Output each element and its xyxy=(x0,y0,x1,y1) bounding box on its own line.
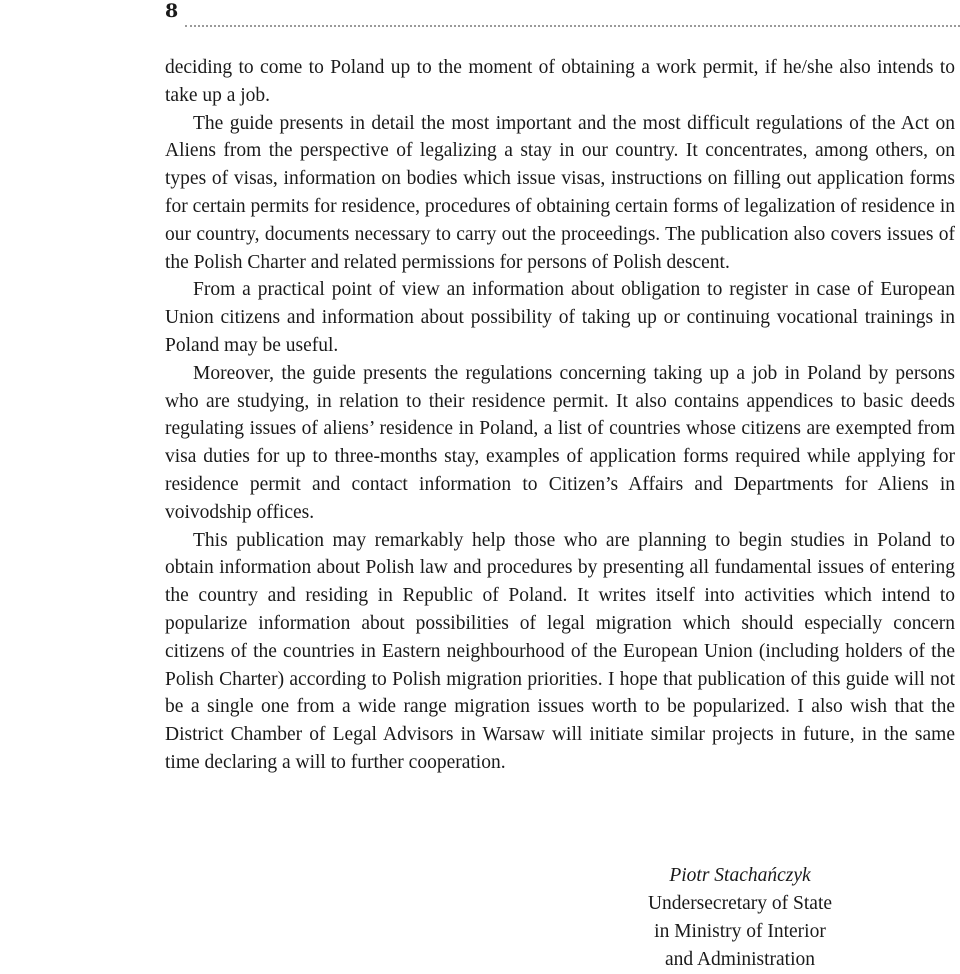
signatory-title-line-3: and Administration xyxy=(664,949,816,970)
header-dotted-rule xyxy=(185,25,960,27)
paragraph-practical-info: From a practical point of view an information about obligation to register in case of European Union citizens and information about possibility of taking up or continuing vocational trainings in Poland may be useful. xyxy=(165,279,955,356)
page-header xyxy=(0,0,960,30)
signatory-name: Piotr Stachańczyk xyxy=(669,865,811,886)
paragraph-job-regulations: Moreover, the guide presents the regulations concerning taking up a job in Poland by persons who are studying, in relation to their residence permit. It also contains appendices to basic deeds regulating issues of aliens’ residence in Poland, a list of countries whose citizens are exempted from visa duties for up to three-months stay, examples of application forms required while applying for residence permit and contact information to Citizen’s Affairs and Departments for Aliens in voivodship offices. xyxy=(165,362,955,523)
paragraph-guide-overview: The guide presents in detail the most important and the most difficult regulations of the Act on Aliens from the perspective of legalizing a stay in our country. It concentrates, among others, on types of visas, information on bodies which issue visas, instructions on filling out application forms for certain permits for residence, procedures of obtaining certain forms of legalization of residence in our country, documents necessary to carry out the proceedings. The publication also covers issues of the Polish Charter and related permissions for persons of Polish descent. xyxy=(165,112,955,273)
paragraph-continuation: deciding to come to Poland up to the moment of obtaining a work permit, if he/she also intends to take up a job. xyxy=(165,57,955,106)
page-number: 8 xyxy=(165,0,179,22)
body-text xyxy=(165,54,955,777)
paragraph-publication-purpose: This publication may remarkably help those who are planning to begin studies in Poland to obtain information about Polish law and procedures by presenting all fundamental issues of entering the country and residing in Republic of Poland. It writes itself into activities which intend to popularize information about possibilities of legal migration which should especially concern citizens of the countries in Eastern neighbourhood of the European Union (including holders of the Polish Charter) according to Polish migration priorities. I hope that publication of this guide will not be a single one from a wide range migration issues worth to be popularized. I also wish that the District Chamber of Legal Advisors in Warsaw will initiate similar projects in future, in the same time declaring a will to further cooperation. xyxy=(165,529,955,773)
signatory-title-line-1: Undersecretary of State xyxy=(647,893,833,914)
signatory-title-line-2: in Ministry of Interior xyxy=(654,921,826,942)
signature-block xyxy=(620,862,860,974)
